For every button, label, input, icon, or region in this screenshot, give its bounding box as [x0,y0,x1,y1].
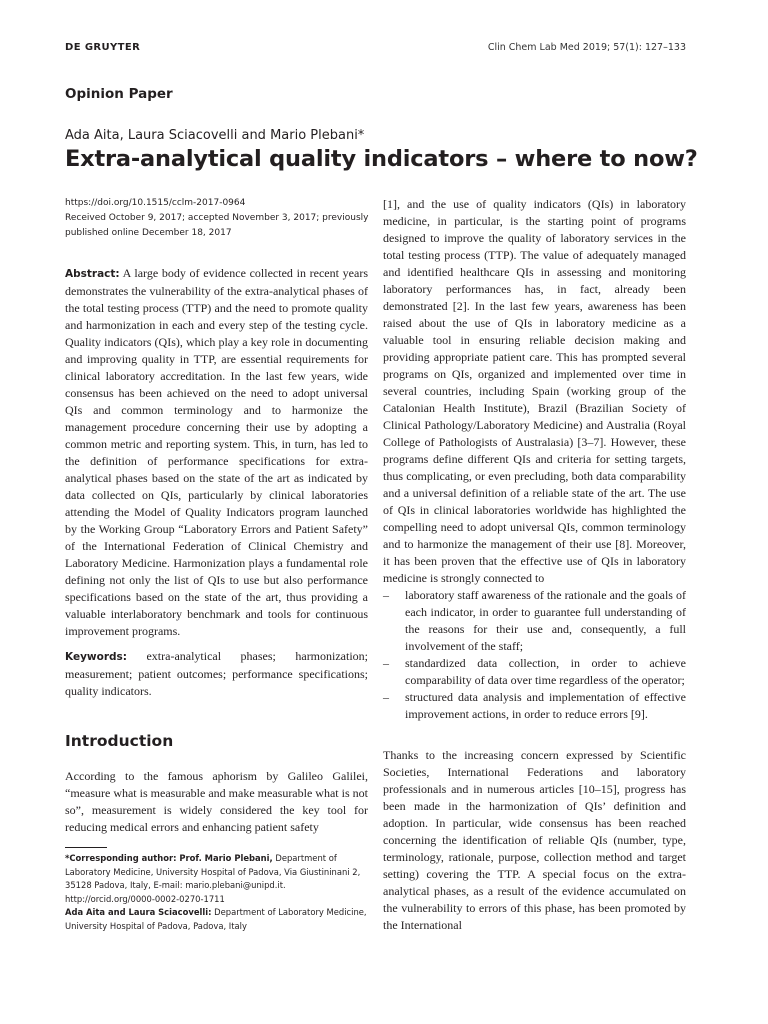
dash-bullet: – [383,690,389,704]
affiliation-note [65,906,368,933]
dash-bullet: – [383,656,389,670]
abstract [65,265,368,640]
keywords-label: Keywords: [65,651,127,663]
corresponding-author-note [65,852,368,906]
dash-bullet: – [383,588,389,602]
affiliation-label: Ada Aita and Laura Sciacovelli: [65,907,212,917]
list-item [383,655,686,689]
doi-link[interactable]: https://doi.org/10.1515/cclm-2017-0964 [65,198,246,208]
paper-type: Opinion Paper [65,86,173,102]
list-item [383,587,686,655]
article-meta [65,196,368,241]
left-column [65,196,368,836]
corresponding-author-text: Department of Laboratory Medicine, University Hospital of Padova, Via Giustininani 2, 35128 Padova, Italy, E-mail: mario.plebani@unipd.it. http://orcid.org/0000-0002-0270-1711 [65,853,361,904]
publisher-name: DE GRUYTER [65,42,141,53]
received-line-2: published online December 18, 2017 [65,228,232,238]
article-title: Extra-analytical quality indicators – where to now? [65,146,698,172]
introduction-text: According to the famous aphorism by Galileo Galilei, “measure what is measurable and make measurable what is not so”, measurement is widely considered the key tool for reducing medical errors and enhancing patient safety [65,769,368,834]
abstract-label: Abstract: [65,268,120,280]
corresponding-author-label: *Corresponding author: Prof. Mario Plebani, [65,853,273,863]
body-paragraph-1: [1], and the use of quality indicators (QIs) in laboratory medicine, in particular, is the starting point of programs designed to improve the quality of laboratory services in the total testing process (TTP). The value of adequately managed and identified healthcare QIs in assessing and monitoring laboratory performances has, in fact, already been demonstrated [2]. In the last few years, awareness has been raised about the use of QIs in laboratory medicine as a valuable tool in ensuring reliable decision making and providing appropriate patient care. This has prompted several programs on QIs, organized and implemented over time in several countries, including Spain (working group of the Catalonian Health Institute), Brazil (Brazilian Society of Clinical Pathology/Laboratory Medicine) and Australia (Royal College of Pathologists of Australasia) [3–7]. However, these programs define different QIs and criteria for setting targets, thus complicating, or even precluding, both data comparability and a universal definition of a reliable state of the art. The use of QIs in clinical laboratories worldwide has highlighted the compelling need to adopt universal QIs, common terminology and to harmonize the management of their use [8]. Moreover, it has been proven that the effective use of QIs in laboratory medicine is strongly connected to [383,197,686,585]
affiliation-text: Department of Laboratory Medicine, University Hospital of Padova, Padova, Italy [65,907,367,931]
body-paragraph-2: Thanks to the increasing concern expressed by Scientific Societies, International Federations and laboratory professionals and in numerous articles [10–15], progress has been made in the harmonization of QIs’ definition and adoption. In particular, wide consensus has been reached concerning the identification of reliable QIs (number, type, terminology, rationale, purpose, collection method and target setting) covering the TTP. A special focus on the extra-analytical phases, as a result of the evidence accumulated on the vulnerability to errors of this phase, has been promoted by the International [383,748,686,932]
footnotes [65,847,368,933]
introduction-heading: Introduction [65,732,174,750]
journal-citation: Clin Chem Lab Med 2019; 57(1): 127–133 [487,42,686,53]
keywords [65,648,368,700]
list-item-text: standardized data collection, in order to achieve comparability of data over time regardless of the operator; [405,656,686,687]
keywords-text: extra-analytical phases; harmonization; measurement; patient outcomes; performance specifications; quality indicators. [65,649,369,698]
list-item-text: laboratory staff awareness of the rationale and the goals of each indicator, in order to guarantee full understanding of the reasons for their use and, consequently, a full involvement of the staff; [405,588,686,653]
list-item-text: structured data analysis and implementation of effective improvement actions, in order to reduce errors [9]. [405,690,686,721]
footnote-rule [65,847,107,848]
list-item [383,689,686,723]
abstract-text: A large body of evidence collected in recent years demonstrates the vulnerability of the extra-analytical phases of the total testing process (TTP) and the need to promote quality and harmonization in each and every step of the testing cycle. Quality indicators (QIs), which play a key role in documenting and improving quality in TTP, are essential requirements for clinical laboratory accreditation. In the last few years, wide consensus has been achieved on the need to adopt universal QIs and common terminology and to harmonize the management procedure concerning their use by adopting a common metric and reporting system. This, in turn, has led to the definition of performance specifications for extra-analytical phases based on the state of the art as indicated by data collected on QIs, particularly by clinical laboratories attending the Model of Quality Indicators program launched by the Working Group “Laboratory Errors and Patient Safety” of the International Federation of Clinical Chemistry and Laboratory Medicine. Harmonization plays a fundamental role defining not only the list of QIs to use but also performance specifications based on the state of the art, thus providing a valuable interlaboratory benchmark and tools for continuous improvement programs. [65,266,368,638]
received-line-1: Received October 9, 2017; accepted November 3, 2017; previously [65,213,369,223]
authors: Ada Aita, Laura Sciacovelli and Mario Plebani* [65,128,365,143]
right-column [383,196,686,934]
bullet-list [383,587,686,723]
